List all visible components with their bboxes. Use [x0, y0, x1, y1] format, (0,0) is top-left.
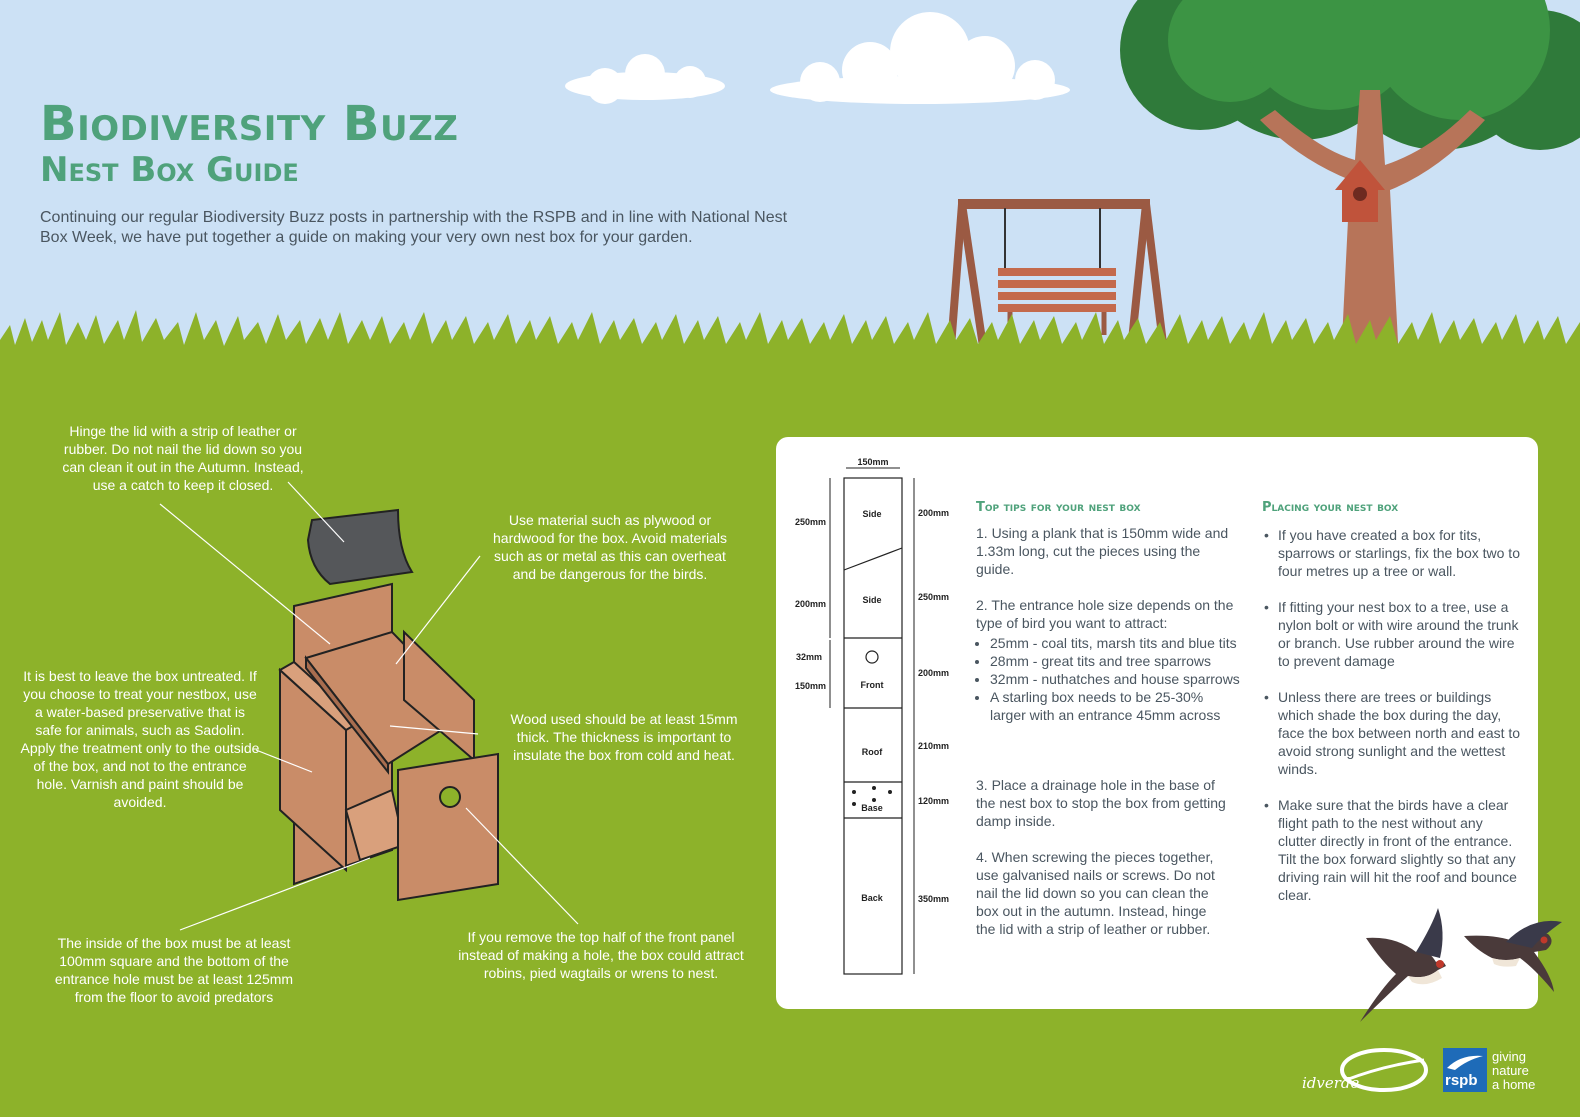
tagline-line: a home — [1492, 1077, 1536, 1092]
note-thickness: Wood used should be at least 15mm thick. The thickness is important to insulate the box from cold and heat. — [510, 711, 738, 763]
page-subtitle: Nest Box Guide — [40, 150, 299, 190]
avocet-icon — [1443, 1048, 1487, 1074]
rspb-wordmark: rspb — [1445, 1072, 1478, 1089]
tip-2-intro: 2. The entrance hole size depends on the type of bird you want to attract: — [976, 597, 1234, 631]
right-dim-label: 120mm — [918, 796, 950, 806]
swallow-icon — [1360, 908, 1446, 1022]
cloud-large — [770, 12, 1070, 104]
list-item: • Unless there are trees or buildings which shade the box during the day, face the box between north and east to avoid strong sunlight and the wettest winds. — [1262, 688, 1524, 778]
right-dim-label: 250mm — [918, 592, 950, 602]
left-dim-label: 150mm — [794, 681, 826, 691]
width-label: 150mm — [857, 457, 889, 467]
tip-2-list — [976, 634, 1240, 724]
right-dim-label: 350mm — [918, 894, 950, 904]
swallow-icon — [1464, 921, 1562, 992]
piece-label: Base — [861, 803, 883, 813]
hinge-strip-icon — [308, 510, 412, 584]
tip-2 — [976, 596, 1240, 724]
left-dim-label: 200mm — [794, 599, 826, 609]
piece-label: Roof — [861, 747, 883, 757]
note-inside: The inside of the box must be at least 100mm square and the bottom of the entrance hole must be at least 125mm from the floor to avoid predators — [54, 935, 294, 1005]
tagline-line: giving — [1492, 1049, 1526, 1064]
tip-1: 1. Using a plank that is 150mm wide and 1.33m long, cut the pieces using the guide. — [976, 525, 1229, 577]
right-dim-label: 210mm — [918, 741, 950, 751]
list-item: • If you have created a box for tits, sparrows or starlings, fix the box two to four metres up a tree or wall. — [1262, 526, 1524, 580]
left-dim-label: 250mm — [794, 517, 826, 527]
list-item: • Make sure that the birds have a clear flight path to the nest without any clutter directly in front of the entrance. Tilt the box forward slightly so that any driving rain will hit the roof and bounce clear. — [1262, 796, 1524, 904]
list-item: • A starling box needs to be 25-30% larger with an entrance 45mm across — [990, 688, 1240, 724]
rspb-logo — [1443, 1048, 1487, 1092]
note-untreated: It is best to leave the box untreated. If you choose to treat your nestbox, use a water-based preservative that is safe for animals, such as Sadolin. Apply the treatment only to the outside of the box, and not to the entrance hole. Varnish and paint should be avoided. — [20, 668, 260, 810]
cutting-diagram — [790, 452, 970, 992]
tips-heading: Top tips for your nest box — [976, 500, 1141, 515]
list-item: • 25mm - coal tits, marsh tits and blue tits — [990, 634, 1240, 652]
placing-heading: Placing your nest box — [1262, 500, 1399, 515]
intro-text: Continuing our regular Biodiversity Buzz posts in partnership with the RSPB and in line with National Nest Box Week, we have put together a guide on making your very own nest box for your garden. — [40, 209, 788, 246]
tip-3: 3. Place a drainage hole in the base of the nest box to stop the box from getting damp inside. — [976, 777, 1226, 829]
right-dim-label: 200mm — [918, 508, 950, 518]
left-dim-label: 32mm — [795, 652, 822, 662]
tree-canopy — [1120, 0, 1580, 150]
rspb-tagline — [1492, 1050, 1535, 1092]
swallows-illustration — [1356, 906, 1566, 1030]
note-material: Use material such as plywood or hardwood for the box. Avoid materials such as or metal as this can overheat and be dangerous for the birds. — [493, 512, 727, 582]
list-item: • 28mm - great tits and tree sparrows — [990, 652, 1240, 670]
piece-label: Front — [860, 680, 884, 690]
placing-list — [1262, 524, 1524, 922]
right-dim-label: 200mm — [918, 668, 950, 678]
page-title: Biodiversity Buzz — [40, 96, 459, 152]
piece-label: Side — [862, 509, 882, 519]
idverde-logo — [1302, 1046, 1432, 1096]
tagline-line: nature — [1492, 1063, 1529, 1078]
note-front-panel: If you remove the top half of the front panel instead of making a hole, the box could attract robins, pied wagtails or wrens to nest. — [458, 929, 744, 981]
tip-4: 4. When screwing the pieces together, use galvanised nails or screws. Do not nail the lid down so you can clean the box out in the autumn. Instead, hinge the lid with a strip of leather or rubber. — [976, 849, 1215, 937]
piece-label: Back — [861, 893, 883, 903]
piece-label: Side — [862, 595, 882, 605]
note-hinge: Hinge the lid with a strip of leather or rubber. Do not nail the lid down so you can clean it out in the Autumn. Instead, use a catch to keep it closed. — [62, 423, 304, 493]
list-item: • 32mm - nuthatches and house sparrows — [990, 670, 1240, 688]
cloud-small — [565, 54, 725, 104]
idverde-wordmark: idverde — [1302, 1074, 1360, 1092]
entrance-hole-icon — [440, 787, 460, 807]
garden-scene — [0, 0, 1580, 400]
list-item: • If fitting your nest box to a tree, use a nylon bolt or with wire around the trunk or branch. Use rubber around the wire to prevent damage — [1262, 598, 1524, 670]
